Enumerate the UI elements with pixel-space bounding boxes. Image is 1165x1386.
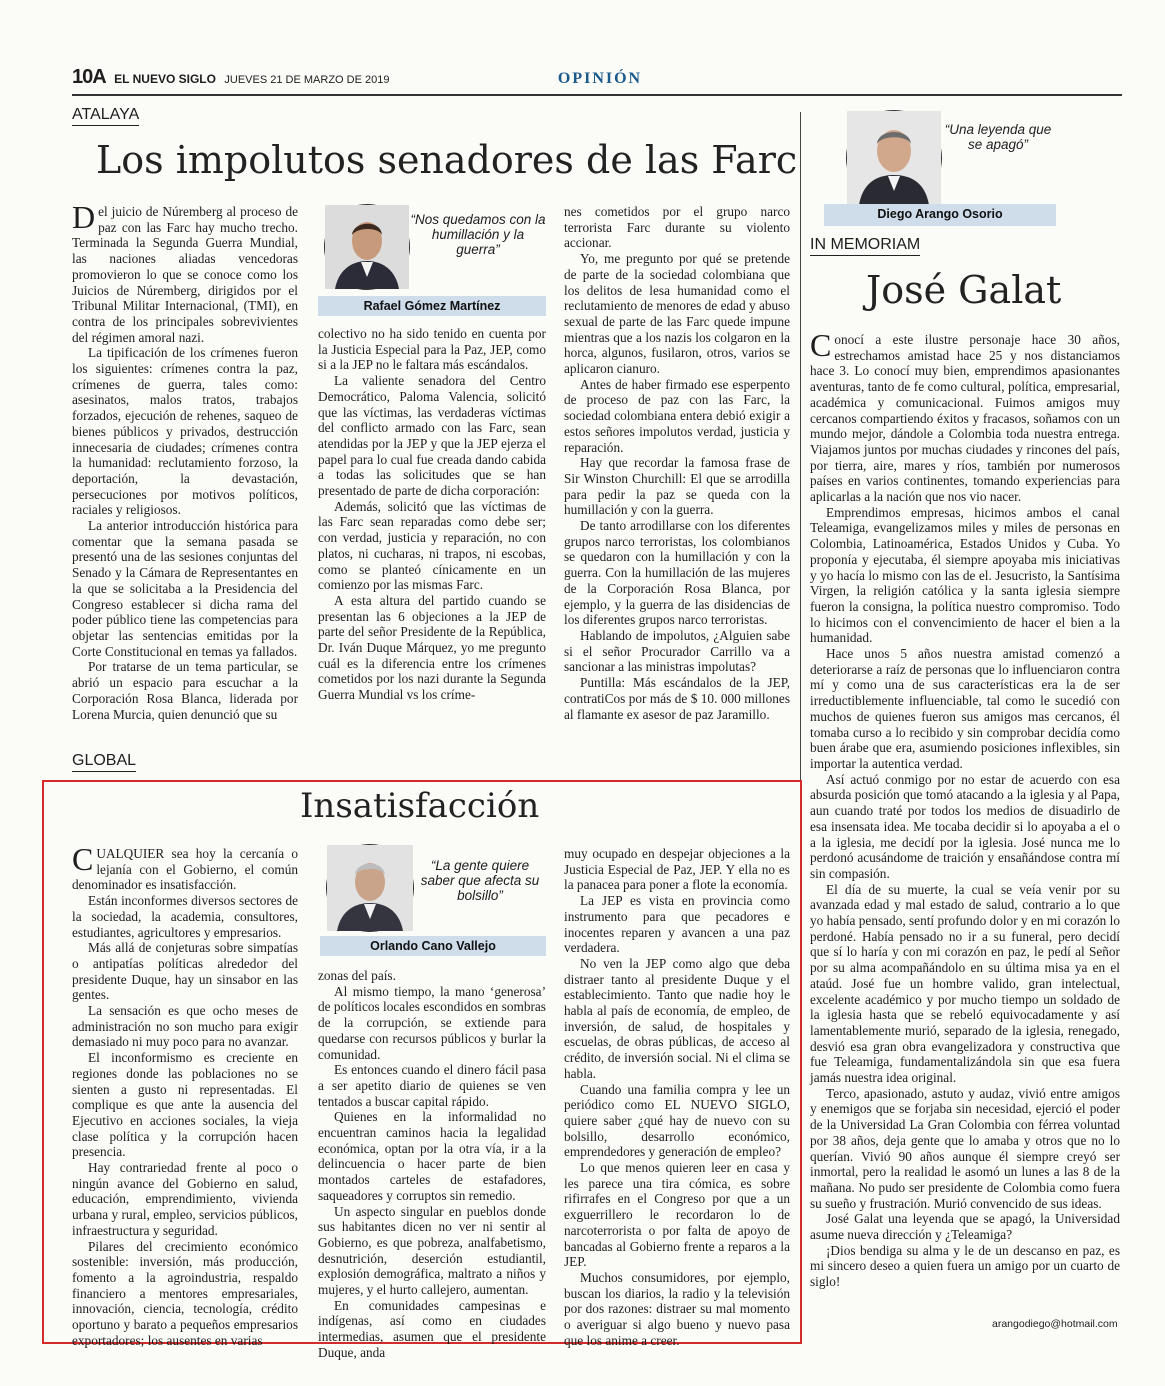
columnist-name: Diego Arango Osorio [824, 204, 1056, 226]
paragraph: Hay contrariedad frente al poco o ningún avance del Gobierno en salud, educación, emprendimiento, vivienda urbana y rural, empleo, servicios públicos, infraestructura y seguridad. [72, 1160, 298, 1238]
drop-cap: C [810, 327, 832, 363]
columnist-name: Rafael Gómez Martínez [318, 296, 546, 316]
global-column-2 [318, 968, 546, 1360]
portrait-illustration [847, 111, 941, 205]
paragraph: Antes de haber firmado ese esperpento de proceso de paz con las Farc, la sociedad colombiana entera debió exigir a estos señores impolutos verdad, justicia y reparación. [564, 376, 790, 455]
paragraph: Al mismo tiempo, la mano ‘generosa’ de políticos locales escondidos en sombras de la corrupción, se extiende para quedarse con recursos públicos y burlar la comunidad. [318, 983, 546, 1062]
portrait-illustration [327, 845, 413, 931]
atalaya-headline: Los impolutos senadores de las Farc [96, 138, 798, 182]
columnist-photo [326, 844, 414, 932]
atalaya-column-2 [318, 326, 546, 734]
portrait-illustration [325, 205, 409, 289]
columnist-quote: “Nos quedamos con la humillación y la guerra” [410, 212, 546, 257]
columnist-quote: “Una leyenda que se apagó” [944, 122, 1052, 152]
paragraph: Lo que menos quieren leer en casa y les parece una tira cómica, es sobre rifirrafes en el Congreso por que a un exguerrillero le recordaron lo de narcoterrorista o por falta de apoyo de bancadas al Gobierno frente a reparos a la JEP. [564, 1160, 790, 1270]
paragraph: Terco, apasionado, astuto y audaz, vivió entre amigos y enemigos que se forjaba sin necesidad, ejerció el poder de la Universidad La Gran Colombia con férrea voluntad por 38 años, deja gente que lo amaba y otros que no lo querían. Vivió 90 años aunque él siempre creyó ser inmortal, pero la realidad le asomó un lunes a las 8 de la mañana. No pudo ser presidente de Colombia como fuera su sueño y frustración. Murió convencido de sus ideas. [810, 1085, 1120, 1211]
global-headline: Insatisfacción [300, 786, 540, 826]
paragraph: CUALQUIER sea hoy la cercanía o lejanía con el Gobierno, el común denominador es insatisfacción. [72, 841, 298, 893]
section-title: OPINIÓN [557, 70, 643, 87]
paragraph: El inconformismo es creciente en regiones donde las poblaciones no se sienten a gusto ni representadas. El complique es que ante la ausencia del Ejecutivo en acciones sociales, la vieja clase política y la corrupción hacen presencia. [72, 1050, 298, 1160]
paragraph: José Galat una leyenda que se apagó, la Universidad asume nueva dirección y ¿Teleamiga? [810, 1211, 1120, 1243]
paragraph: A esta altura del partido cuando se presentan las 6 objeciones a la JEP de parte del señor Presidente de la República, Dr. Iván Duque Márquez, yo me pregunto cuál es la diferencia entre los crímenes cometidos por los nazi durante la Segunda Guerra Mundial vs los críme- [318, 592, 546, 703]
newspaper-name: EL NUEVO SIGLO [114, 72, 216, 86]
columnist-photo [846, 110, 942, 206]
paragraph: En comunidades campesinas e indígenas, así como en ciudades intermedias, asumen que el presidente Duque, anda [318, 1297, 546, 1360]
columnist-name: Orlando Cano Vallejo [320, 936, 546, 956]
paragraph: colectivo no ha sido tenido en cuenta por la Justicia Especial para la Paz, JEP, como si a la JEP no le faltara más escándalos. [318, 326, 546, 373]
author-email: arangodiego@hotmail.com [992, 1318, 1118, 1330]
paragraph: Del juicio de Núremberg al proceso de paz con las Farc hay mucho trecho. Terminada la Segunda Guerra Mundial, las naciones aliadas vencedoras promovieron lo que se conoce como los Juicios de Núremberg, dirigidos por el Tribunal Militar Internacional, (TMI), en contra de los principales sobrevivientes del régimen amoral nazi. [72, 199, 298, 345]
paragraph: Están inconformes diversos sectores de la sociedad, la academia, consultores, estudiantes, agricultores y empresarios. [72, 893, 298, 940]
columnist-box [824, 110, 1056, 226]
paragraph: Un aspecto singular en pueblos donde sus habitantes dicen no ver ni sentir al Gobierno, es que pobreza, analfabetismo, desnutrición, deserción estudiantil, explosión demográfica, maltrato a niños y mujeres, y el hurto callejero, aumentan. [318, 1203, 546, 1298]
atalaya-kicker: ATALAYA [72, 106, 139, 126]
paragraph: La sensación es que ocho meses de administración no son mucho para exigir demasiado ni muy poco para no avanzar. [72, 1003, 298, 1050]
paragraph: La anterior introducción histórica para comentar que la semana pasada se presentó una de las sesiones conjuntas del Senado y la Cámara de Representantes en la que se solicitaba a la Presidencia del Congreso establecer si dicha rama del poder público tiene las competencias para objetar las sentencias emitidas por la Corte Constitucional en temas ya fallados. [72, 518, 298, 659]
memoriam-kicker: IN MEMORIAM [810, 236, 920, 256]
paragraph: Pilares del crecimiento económico sostenible: inversión, más producción, fomento a la agroindustria, respaldo financiero a mentores empresariales, innovación, ciencia, tecnología, crédito oportuno y barato a pequeños empresarios exportadores; los ausentes en varias [72, 1238, 298, 1348]
paragraph: Por tratarse de un tema particular, se abrió un espacio para escuchar a la Corporación Rosa Blanca, liderada por Lorena Murcia, quien denunció que su [72, 659, 298, 722]
paragraph: La valiente senadora del Centro Democrático, Paloma Valencia, solicitó que las víctimas, las verdaderas víctimas del conflicto armado con las Farc, sean atendidas por la JEP y que la JEP ejerza el papel para lo cual fue creada dando cabida a todas las solicitudes que se han presentado de parte de dicha corporación: [318, 373, 546, 499]
paragraph: nes cometidos por el grupo narco terrorista Farc durante su violento accionar. [564, 204, 790, 251]
columnist-photo [324, 204, 410, 290]
header-rule [72, 94, 1122, 96]
atalaya-column-3 [564, 204, 790, 734]
global-column-3 [564, 846, 790, 1348]
drop-cap: D [72, 199, 96, 235]
paragraph: Hace unos 5 años nuestra amistad comenzó a deteriorarse a raíz de personas que lo influenciaron contra mí y como una de sus características era la de ser irreductiblemente influenciable, tal como le sucedió con muchos de quienes fueron sus amigos mas cercanos, él tomaba curso a lo recibido y sin comprobar decidía como buen árabe que era, asumiendo posiciones inflexibles, sin importar la autentica verdad. [810, 646, 1120, 771]
paragraph: Además, solicitó que las víctimas de las Farc sean reparadas como debe ser; con verdad, justicia y reparación, no con platos, ni cucharas, ni trapos, ni escobas, como se planteó cínicamente en un comienzo por las mismas Farc. [318, 498, 546, 593]
global-column-1 [72, 841, 298, 1348]
paragraph: Quienes en la informalidad no encuentran caminos hacia la legalidad económica, optan por la otra vía, ir a la delincuencia o hacer parte de bien montados carteles de estafadores, saqueadores y corruptos sin remedio. [318, 1109, 546, 1203]
paragraph: Cuando una familia compra y lee un periódico como EL NUEVO SIGLO, quiere saber ¿qué hay de nuevo con su bolsillo, desarrollo económico, emprendedores y generación de empleo? [564, 1081, 790, 1160]
paragraph: Muchos consumidores, por ejemplo, buscan los diarios, la radio y la televisión por dos razones: distraer su mal momento o averiguar si algo bueno y nuevo pasa que los anime a creer. [564, 1269, 790, 1348]
paragraph: Hay que recordar la famosa frase de Sir Winston Churchill: El que se arrodilla para pedir la paz se queda con la humillación y con la guerra. [564, 455, 790, 518]
drop-cap: C [72, 841, 94, 877]
paragraph: Puntilla: Más escándalos de la JEP, contratiCos por más de $ 10. 000 millones al flamante ex asesor de paz Jaramillo. [564, 675, 790, 722]
page-number: 10A [72, 66, 106, 88]
paragraph: Así actuó conmigo por no estar de acuerdo con esa absurda posición que tomó atacando a la iglesia y al Papa, aun cuando traté por todos los medios de disuadirlo de esa insensata idea. Me tocaba decidir si lo apoyaba a el o a la iglesia, me decidí por la iglesia. José nunca me lo perdonó acusándome de traición y ensañándose contra mí sin compasión. [810, 771, 1120, 881]
paragraph: No ven la JEP como algo que deba distraer tanto al presidente Duque y el establecimiento. Tanto que nadie hoy le habla al país de economía, de empleo, de inversión, de salud, de hospitales y escuelas, de obras públicas, de acceso al crédito, de inversión social. Ni el clima se habla. [564, 955, 790, 1081]
paragraph: Emprendimos empresas, hicimos ambos el canal Teleamiga, evangelizamos miles y miles de personas en Colombia, Latinoamérica, Estados Unidos y Cuba. Yo proponía y ejecutaba, él siempre apoyaba mis iniciativas y yo hacía lo mismo con las de el. Jesucristo, la Santísima Virgen, la religión católica y la santa iglesia siempre fueron la consigna, la política nuestro compromiso. Todo lo hicimos con el convencimiento de hacer el bien a la humanidad. [810, 504, 1120, 646]
paragraph: zonas del país. [318, 968, 396, 983]
paragraph: ¡Dios bendiga su alma y le de un descanso en paz, es mi sincero deseo a quien fuera un amigo por un cuarto de siglo! [810, 1242, 1120, 1290]
memoriam-headline: José Galat [866, 268, 1062, 312]
paragraph: De tanto arrodillarse con los diferentes grupos narco terroristas, los colombianos se quedaron con la humillación y con la guerra. Con la humillación de las mujeres de la Corporación Rosa Blanca, por ejemplo, y la guerra de las disidencias de los diferentes grupos narco terroristas. [564, 518, 790, 628]
columnist-box [318, 204, 546, 316]
columnist-quote: “La gente quiere saber que afecta su bolsillo” [420, 858, 540, 903]
paragraph: Hablando de impolutos, ¿Alguien sabe si el señor Procurador Carrillo va a sancionar a las ministras impolutas? [564, 627, 790, 675]
memoriam-column [810, 327, 1120, 1314]
global-kicker: GLOBAL [72, 752, 136, 772]
paragraph: Más allá de conjeturas sobre simpatías o antipatías políticas alrededor del presidente Duque, hay un sinsabor en las gentes. [72, 940, 298, 1003]
atalaya-column-1 [72, 199, 298, 734]
paragraph: El día de su muerte, la cual se veía venir por su avanzada edad y mal estado de salud, contrario a lo que yo había pensado, sentí profundo dolor y en mi corazón lo perdoné. Había pensado no ir a su funeral, pero decidí que sí lo haría y con mi corazón en paz, le pedí al Señor por su alma acompañándolo en su última misa ya en el ataúd. José fue un hombre valido, gran intelectual, excelente académico y por mucho tiempo un soldado de la iglesia hasta que se rebeló equivocadamente y así lamentablemente murió, separado de la iglesia, renegado, desvió esa gran obra evangelizadora y constructiva que fue Teleamiga, fundamentalizándola sin que esa fuera jamás nuestra idea original. [810, 881, 1120, 1086]
columnist-box [320, 844, 546, 958]
paragraph: muy ocupado en despejar objeciones a la Justicia Especial de Paz, JEP. Y ella no es la panacea para poner a flote la economía. [564, 846, 790, 893]
paragraph: Conocí a este ilustre personaje hace 30 años, estrechamos amistad hace 25 y nos distanciamos hace 3. Lo conocí muy bien, emprendimos apasionantes aventuras, tanto de fe como cultural, política, empresarial, académica y comunicacional. Fuimos amigos muy cercanos compartiendo éxitos y fracasos, soñamos con un mundo mejor, dándole a Colombia toda nuestra entrega. Viajamos juntos por muchas ciudades y rincones del país, por tierra, aire, mares y ríos, también por numerosos países en varios continentes, tomando experiencias para aplicarlas a la nación que nos vio nacer. [810, 327, 1120, 505]
issue-date: JUEVES 21 DE MARZO DE 2019 [224, 74, 390, 86]
paragraph: Es entonces cuando el dinero fácil pasa a ser apetito diario de quienes se ven tentados a buscar capital rápido. [318, 1062, 546, 1109]
paragraph: Yo, me pregunto por qué se pretende de parte de la sociedad colombiana que los delitos de lesa humanidad como el reclutamiento de menores de edad y abuso sexual de parte de las Farc quede impune mientras que a los nazis los colgaron en la horca, algunos, fusilaron, otros, varios se aplicaron cianuro. [564, 251, 790, 377]
paragraph: La tipificación de los crímenes fueron los siguientes: crímenes contra la paz, crímenes de guerra, tales como: asesinatos, malos tratos, trabajos forzados, ejecución de rehenes, saqueo de bienes públicos y privados, destrucción innecesaria de ciudades; crímenes contra la humanidad: reclutamiento forzoso, la deportación, la devastación, persecuciones por motivos políticos, raciales y religiosos. [72, 345, 298, 518]
paragraph: La JEP es vista en provincia como instrumento para que pecadores e inocentes reparen y avancen a una paz verdadera. [564, 893, 790, 956]
page-header [72, 66, 389, 89]
